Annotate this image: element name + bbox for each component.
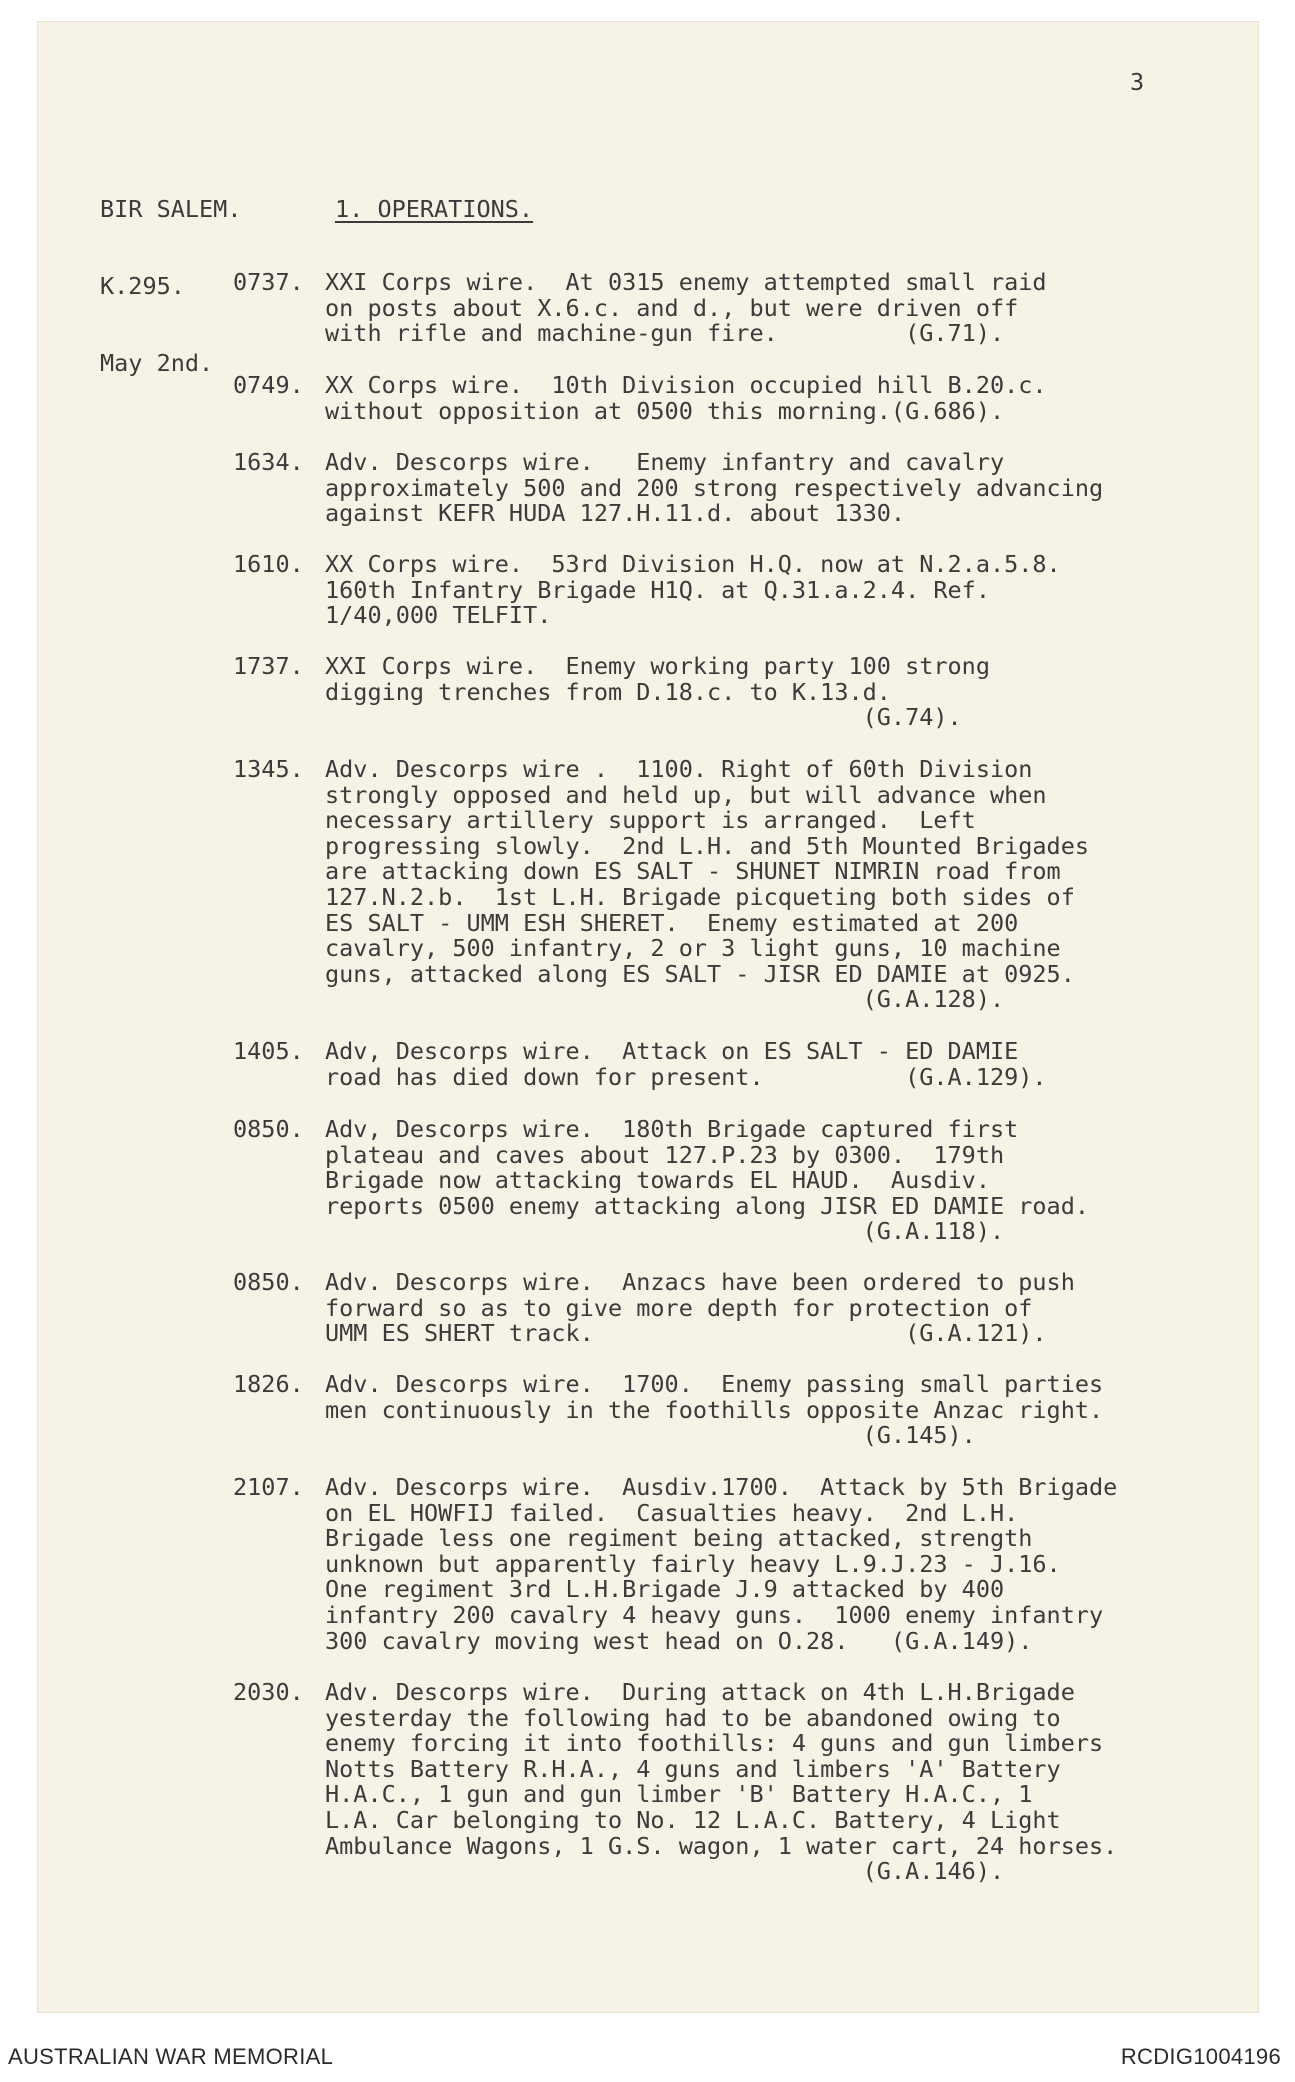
heading-place: BIR SALEM.: [100, 195, 242, 224]
entry-text: XXI Corps wire. At 0315 enemy attempted small raid on posts about X.6.c. and d., but were driven off with rifle and machine-gun fire. (G.71).: [325, 268, 1047, 348]
entry-text: Adv. Descorps wire. Ausdiv.1700. Attack by 5th Brigade on EL HOWFIJ failed. Casualties heavy. 2nd L.H. Brigade less one regiment being attacked, strength unknown but apparently fairly heavy L.9.J.23 - J.16. One regiment 3rd L.H.Brigade J.9 attacked by 400 infantry 200 cavalry 4 heavy guns. 1000 enemy infantry 300 cavalry moving west head on O.28. (G.A.149).: [325, 1473, 1118, 1655]
entry-time: 1826.: [233, 1370, 304, 1398]
entry-time: 1634.: [233, 448, 304, 476]
page-number: 3: [1130, 68, 1145, 96]
footer-record-id: RCDIG1004196: [1120, 2044, 1281, 2069]
entry-time: 1345.: [233, 755, 304, 783]
entry-text: Adv, Descorps wire. 180th Brigade captured first plateau and caves about 127.P.23 by 0300. 179th Brigade now attacking towards EL HAUD. Ausdiv. reports 0500 enemy attacking along JISR ED DAMIE road. (G.A.118).: [325, 1115, 1090, 1246]
heading-date: May 2nd.: [100, 348, 214, 377]
heading-block: [100, 146, 241, 402]
entry-text: Adv. Descorps wire. During attack on 4th L.H.Brigade yesterday the following had to be abandoned owing to enemy forcing it into foothills: 4 guns and gun limbers Notts Battery R.H.A., 4 guns and limbers 'A' Battery H.A.C., 1 gun and gun limber 'B' Battery H.A.C., 1 L.A. Car belonging to No. 12 L.A.C. Battery, 4 Light Ambulance Wagons, 1 G.S. wagon, 1 water cart, 24 horses. (G.A.146).: [325, 1678, 1118, 1886]
entry-time: 0850.: [233, 1268, 304, 1296]
entry-time: 2030.: [233, 1678, 304, 1706]
heading-ref: K.295.: [100, 271, 185, 300]
entry-time: 0749.: [233, 371, 304, 399]
entry-time: 2107.: [233, 1473, 304, 1501]
entry-text: XX Corps wire. 53rd Division H.Q. now at N.2.a.5.8. 160th Infantry Brigade H1Q. at Q.31.a.2.4. Ref. 1/40,000 TELFIT.: [325, 550, 1061, 630]
entry-text: XXI Corps wire. Enemy working party 100 strong digging trenches from D.18.c. to K.13.d. (G.74).: [325, 652, 990, 732]
entry-text: Adv, Descorps wire. Attack on ES SALT - ED DAMIE road has died down for present. (G.A.129).: [325, 1037, 1047, 1091]
entry-time: 0737.: [233, 268, 304, 296]
entry-text: XX Corps wire. 10th Division occupied hill B.20.c. without opposition at 0500 this morning.(G.686).: [325, 371, 1047, 425]
entry-text: Adv. Descorps wire . 1100. Right of 60th Division strongly opposed and held up, but will advance when necessary artillery support is arranged. Left progressing slowly. 2nd L.H. and 5th Mounted Brigades are attacking down ES SALT - SHUNET NIMRIN road from 127.N.2.b. 1st L.H. Brigade picqueting both sides of ES SALT - UMM ESH SHERET. Enemy estimated at 200 cavalry, 500 infantry, 2 or 3 light guns, 10 machine guns, attacked along ES SALT - JISR ED DAMIE at 0925. (G.A.128).: [325, 755, 1090, 1014]
footer-institution: AUSTRALIAN WAR MEMORIAL: [8, 2044, 334, 2069]
entry-text: Adv. Descorps wire. Anzacs have been ordered to push forward so as to give more depth for protection of UMM ES SHERT track. (G.A.121).: [325, 1268, 1075, 1348]
entry-time: 1610.: [233, 550, 304, 578]
entry-text: Adv. Descorps wire. Enemy infantry and cavalry approximately 500 and 200 strong respectively advancing against KEFR HUDA 127.H.11.d. about 1330.: [325, 448, 1104, 528]
entry-time: 1737.: [233, 652, 304, 680]
entry-text: Adv. Descorps wire. 1700. Enemy passing small parties men continuously in the foothills opposite Anzac right. (G.145).: [325, 1370, 1104, 1450]
entry-time: 0850.: [233, 1115, 304, 1143]
entry-time: 1405.: [233, 1037, 304, 1065]
section-title: 1. OPERATIONS.: [335, 195, 534, 223]
